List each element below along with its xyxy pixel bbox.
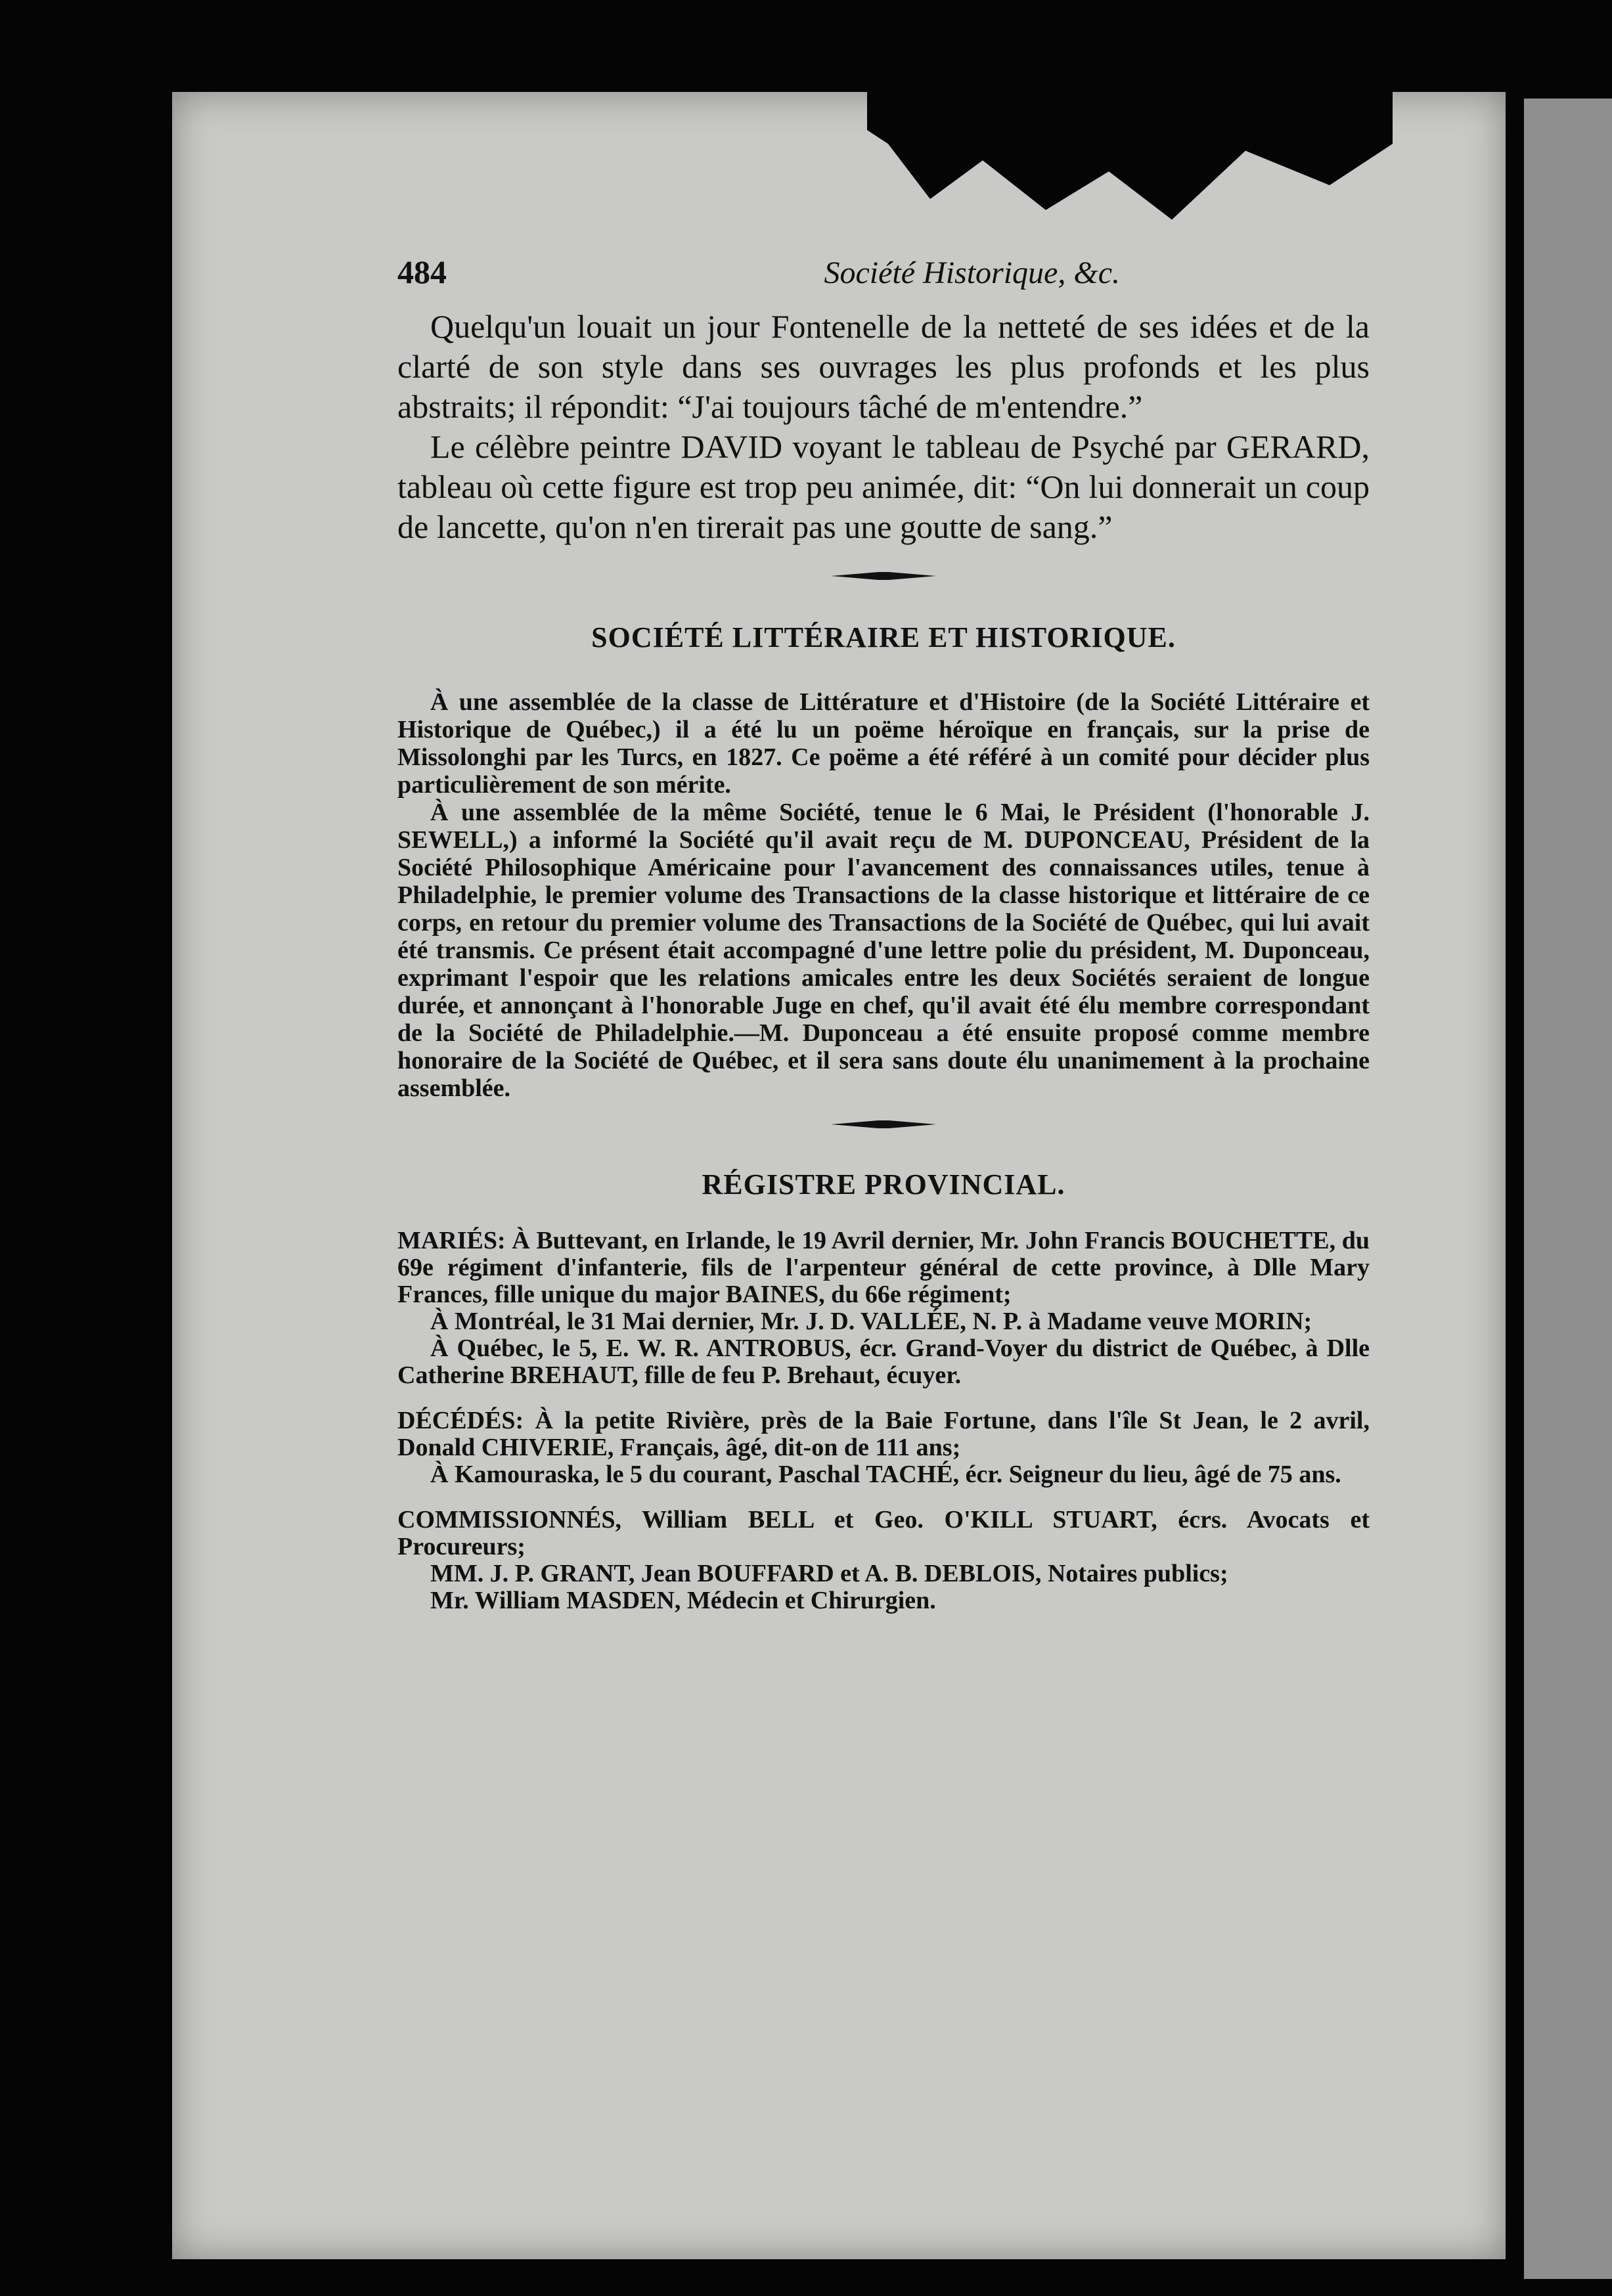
register-entry: À Kamouraska, le 5 du courant, Paschal TACHÉ, écr. Seigneur du lieu, âgé de 75 ans. (430, 1461, 1341, 1488)
anecdote-fontenelle: Quelqu'un louait un jour Fontenelle de la netteté de ses idées et de la clarté de son style dans ses ouvrages les plus profonds et les plus abstraits; il répondit: “J'ai toujours tâché de m'entendre.” (397, 308, 1370, 425)
paragraph: À une assemblée de la même Société, tenue le 6 Mai, le Président (l'honorable J. SEWELL,) a informé la Société qu'il avait reçu de M. DUPONCEAU, Président de la Société Philosophique Américaine pour l'avancement des connaissances utiles, tenue à Philadelphie, le premier volume des Transactions de la classe historique et littéraire de ce corps, en retour du premier volume des Transactions de la Société de Québec, qui lui avait été transmis. Ce présent était accompagné d'une lettre polie du président, M. Duponceau, exprimant l'espoir que les relations amicales entre les deux Sociétés seraient de longue durée, et annonçant à l'honorable Juge en chef, qu'il avait été élu membre correspondant de la Société de Philadelphie.—M. Duponceau a été ensuite proposé comme membre honoraire de la Société de Québec, et il sera sans doute élu unanimement à la prochaine assemblée. (397, 799, 1370, 1102)
register-entry: À Montréal, le 31 Mai dernier, Mr. J. D. VALLÉE, N. P. à Madame veuve MORIN; (430, 1308, 1312, 1335)
register-entries (397, 1227, 1370, 1614)
page-number: 484 (397, 254, 447, 290)
section-title-registre: RÉGISTRE PROVINCIAL. (702, 1168, 1065, 1201)
section-divider (831, 1120, 936, 1128)
page-header (397, 253, 1370, 291)
register-entry: DÉCÉDÉS: À la petite Rivière, près de la Baie Fortune, dans l'île St Jean, le 2 avril, Donald CHIVERIE, Français, âgé, dit-on de 111 ans; (397, 1407, 1370, 1461)
register-entry: COMMISSIONNÉS, William BELL et Geo. O'KILL STUART, écrs. Avocats et Procureurs; (397, 1506, 1370, 1560)
page-content (397, 253, 1370, 1614)
adjacent-page-edge (1524, 99, 1612, 2279)
anecdote-david: Le célèbre peintre DAVID voyant le tableau de Psyché par GERARD, tableau où cette figure est trop peu animée, dit: “On lui donnerait un coup de lancette, qu'on n'en tirerait pas une goutte de sang.” (397, 428, 1370, 545)
section-title-societe: SOCIÉTÉ LITTÉRAIRE ET HISTORIQUE. (591, 621, 1176, 653)
paragraph: À une assemblée de la classe de Littérature et d'Histoire (de la Société Littéraire et Historique de Québec,) il a été lu un poëme héroïque en français, sur la prise de Missolonghi par les Turcs, en 1827. Ce poëme a été référé à un comité pour décider plus particulièrement de son mérite. (397, 688, 1370, 799)
running-head: Société Historique, &c. (824, 255, 1120, 290)
register-entry: Mr. William MASDEN, Médecin et Chirurgien. (430, 1587, 936, 1614)
section-divider (831, 572, 936, 580)
anecdotes (397, 307, 1370, 547)
section-body-societe (397, 688, 1370, 1102)
register-entry: MARIÉS: À Buttevant, en Irlande, le 19 Avril dernier, Mr. John Francis BOUCHETTE, du 69e régiment d'infanterie, fils de l'arpenteur général de cette province, à Dlle Mary Frances, fille unique du major BAINES, du 66e régiment; (397, 1227, 1370, 1308)
register-entry: À Québec, le 5, E. W. R. ANTROBUS, écr. Grand-Voyer du district de Québec, à Dlle Catherine BREHAUT, fille de feu P. Brehaut, écuyer. (397, 1335, 1370, 1389)
register-entry: MM. J. P. GRANT, Jean BOUFFARD et A. B. DEBLOIS, Notaires publics; (430, 1560, 1228, 1587)
